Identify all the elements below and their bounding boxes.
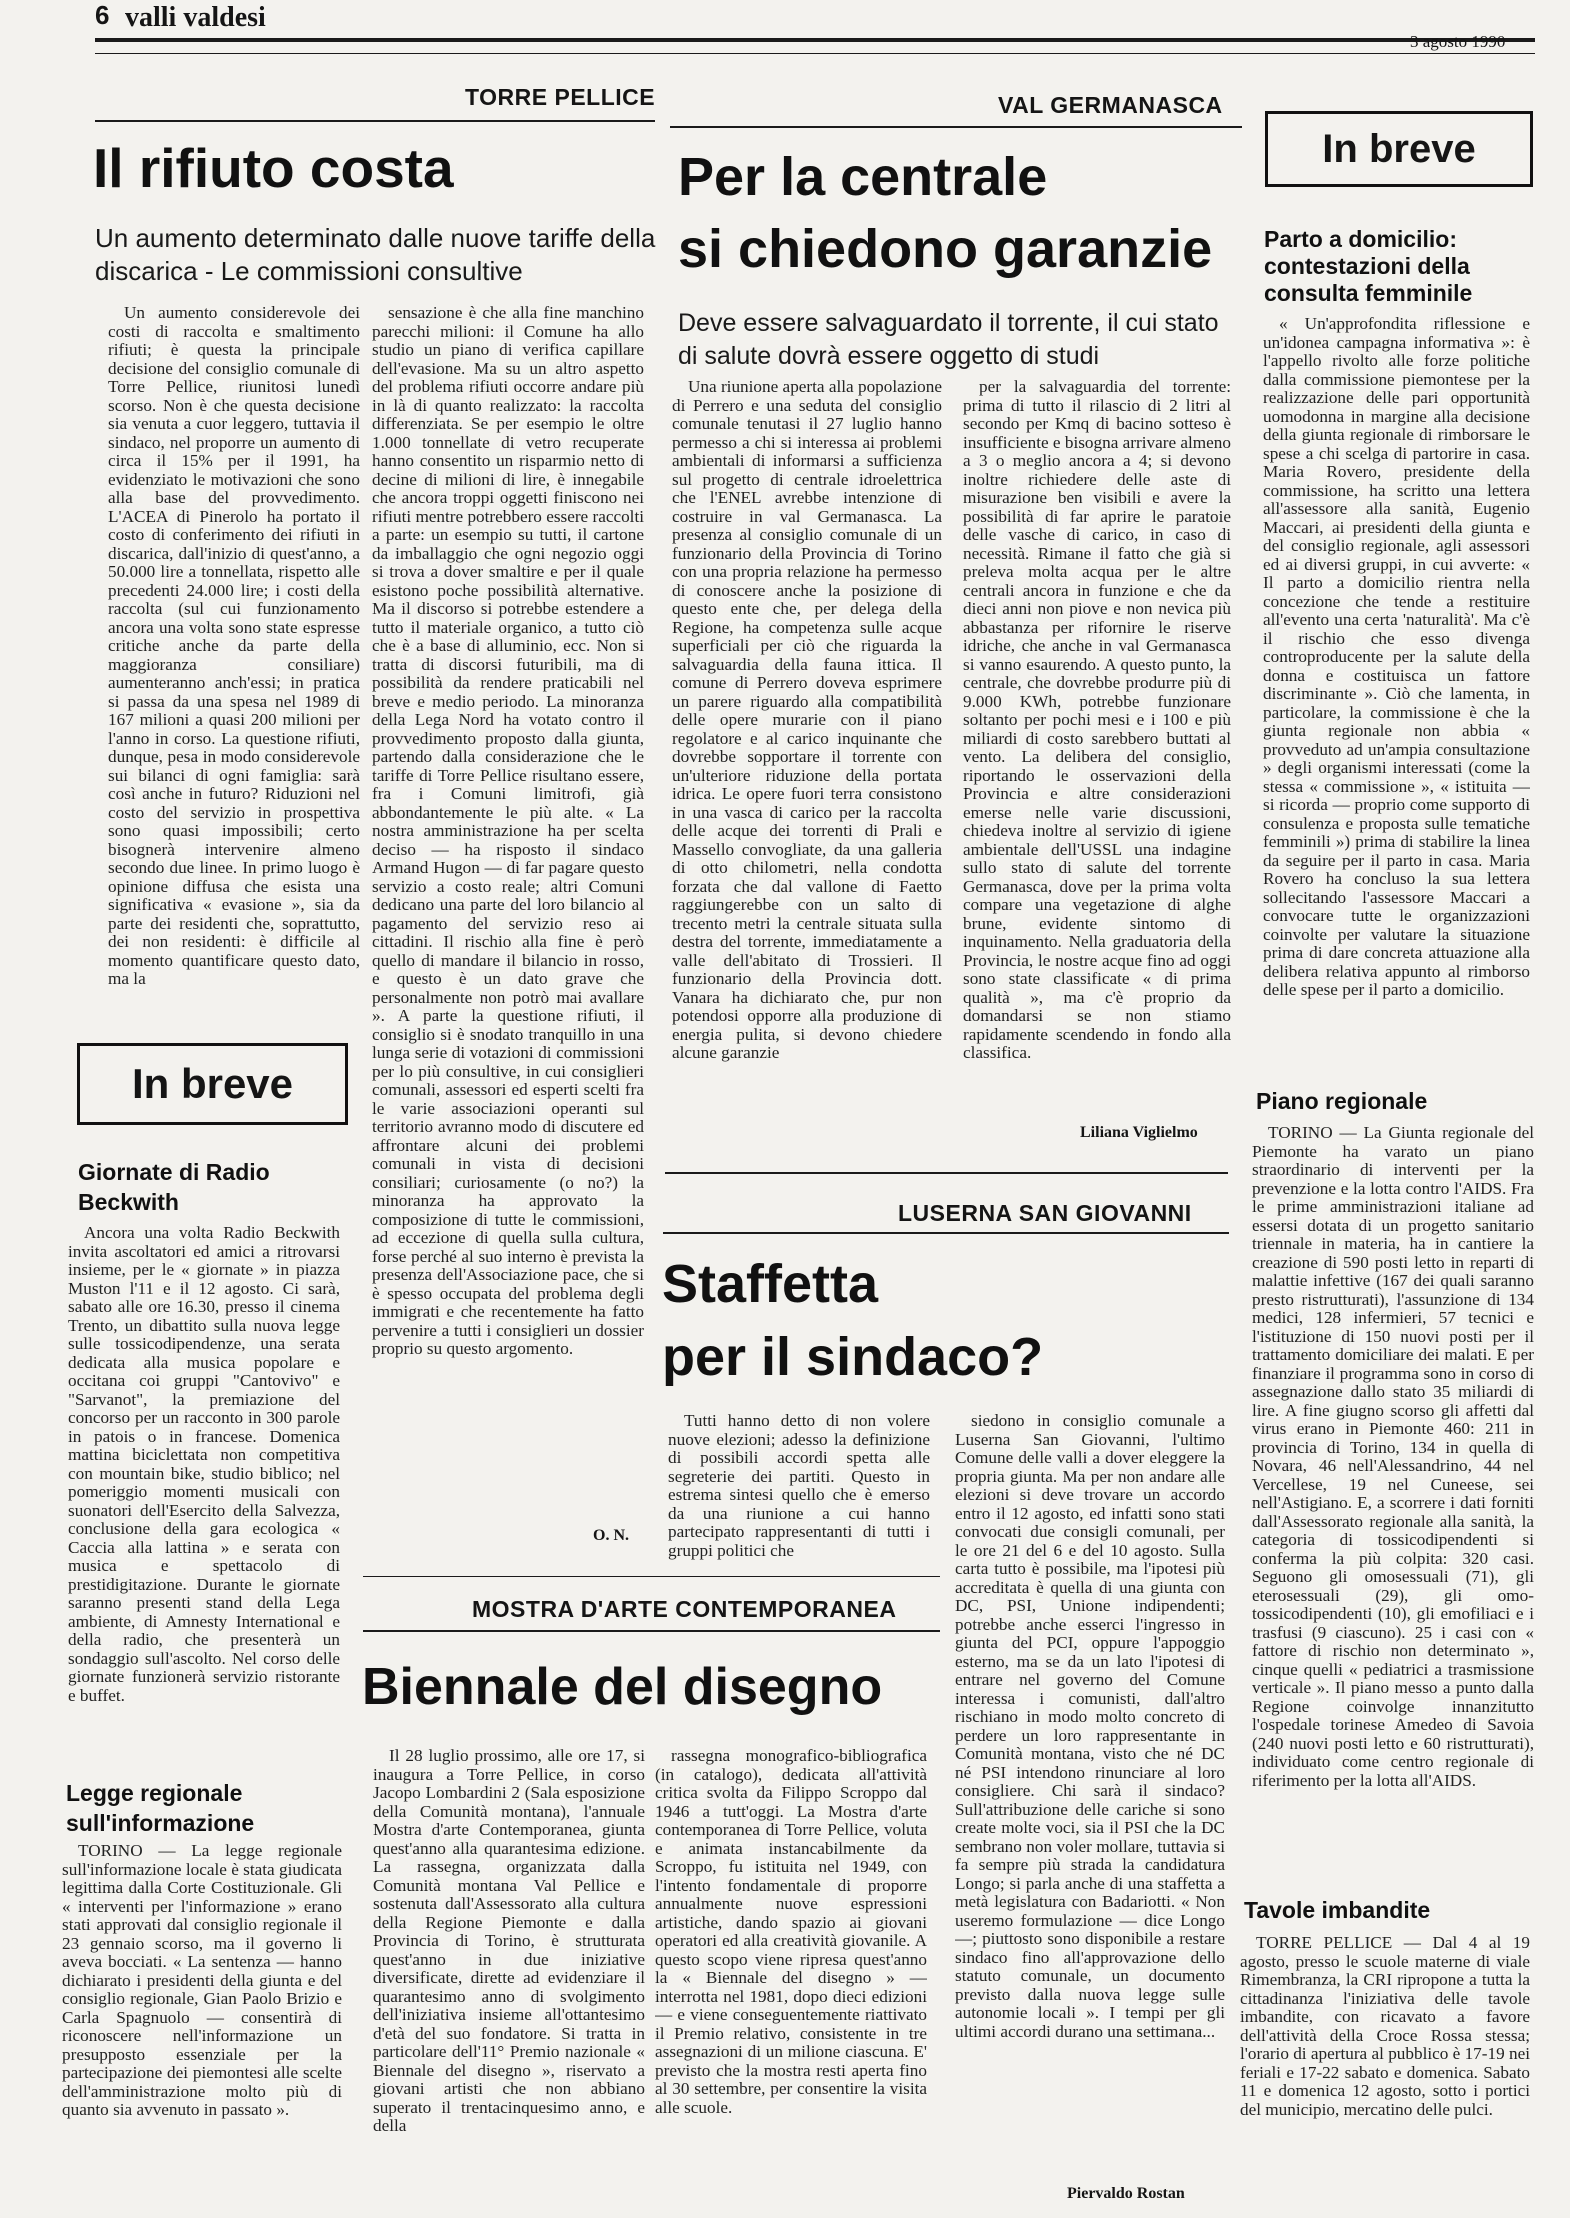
section-rule: [670, 126, 1242, 128]
header-rule-thin: [95, 53, 1535, 54]
header-rule: [95, 38, 1535, 42]
deck: Deve essere salvaguardato il torrente, il cui stato di salute dovrà essere oggetto di studi: [678, 309, 1219, 370]
section-rule: [95, 120, 655, 122]
headline-line-2: si chiedono garanzie: [678, 219, 1213, 279]
section-label: TORRE PELLICE: [465, 84, 656, 110]
section-label: LUSERNA SAN GIOVANNI: [898, 1200, 1192, 1226]
deck: Un aumento determinato dalle nuove tariffe della discarica - Le commissioni consultive: [95, 223, 656, 286]
article-text-col-2: siedono in consiglio comunale a Luserna San Giovanni, l'ultimo Comune delle valli a dover eleggere la propria giunta. Ma per non andare alle elezioni si deve trovare un accordo entro il 12 agosto, ed infatti sono stati convocati due consigli comunali, per le ore 21 del 6 e del 10 agosto. Sulla carta tutto è possibile, ma l'ipotesi più accreditata è quella di una giunta con DC, PSI, Unione indipendenti; potrebbe anche esserci l'ingresso in giunta del PCI, oppure l'appoggio esterno, ma se da un lato l'ipotesi di entrare nel governo del Comune interessa i comunisti, dall'altro rischiano in modo molto concreto di perdere un loro rappresentante in Comunità montana, visto che né DC né PSI intendono rinunciare al loro consigliere. Chi sarà il sindaco? Sull'attribuzione delle cariche si sono create molte voci, sia il PSI che la DC sembrano non voler mollare, tuttavia si fa sempre più strada la candidatura Longo; si parla anche di una staffetta a metà legislatura con Badariotti. « Non useremo formulazione — dice Longo —; piuttosto sono disponibile a restare sindaco fino all'approvazione dello statuto comunale, un documento previsto dalla nuova legge sulle autonomie locali ». I tempi per gli ultimi accordi durano una settimana...: [955, 1412, 1225, 2041]
signature: O. N.: [593, 1527, 629, 1544]
brief-box-title: In breve: [77, 1043, 348, 1125]
brief-item-text: TORINO — La legge regionale sull'informazione locale è stata giudicata legittima dalla Corte Costituzionale. Gli « interventi per l'informazione » erano stati approvati dal consiglio regionale il 23 gennaio scorso, ma il governo li aveva bocciati. « La sentenza — hanno dichiarato i presidenti della giunta e del consiglio regionale, Gian Paolo Brizio e Carla Spagnuolo — consentirà di riconoscere nell'informazione un presupposto essenziale per la partecipazione dei piemontesi alle scelte dell'amministrazione molto più di quanto sia avvenuto in passato ».: [62, 1842, 342, 2119]
brief-item-text: Ancora una volta Radio Beckwith invita ascoltatori ed amici a ritrovarsi insieme, per le « giornate » in piazza Muston l'11 e il 12 agosto. Ci sarà, sabato alle ore 16.30, presso il cinema Trento, un dibattito sulla nuova legge sulle tossicodipendenze, una serata dedicata alla musica popolare e occitana coi gruppi "Cantovivo" e "Sarvanot", la premiazione del concorso per un racconto in 300 parole in patois o in francese. Domenica mattina biciclettata non competitiva con mountain bike, studio biblico; nel pomeriggio momenti musicali con suonatori dell'Esercito della Salvezza, conclusione della gara ecologica « Caccia alla lattina » e serata con musica e spettacolo di prestidigitazione. Durante le giornate saranno presenti stand della Lega ambiente, di Amnesty International e della radio, che presenterà un sondaggio sull'ascolto. Nel corso delle giornate funzionerà servizio ristorante e buffet.: [68, 1224, 340, 1705]
brief-item-title: Giornate di Radio Beckwith: [78, 1159, 270, 1215]
article-text-col-2: sensazione è che alla fine manchino parecchi milioni: il Comune ha allo studio un piano di verifica capillare dell'evasione. Ma su un altro aspetto del problema rifiuti occorre andare più in là di quanto realizzato: la raccolta differenziata. Se per esempio le oltre 1.000 tonnellate di vetro recuperate hanno consentito un risparmio netto di decine di milioni di lire, è innegabile che ancora troppi oggetti finiscono nei rifiuti mentre potrebbero essere raccolti a parte: un esempio su tutti, il cartone da imballaggio che ogni negozio oggi si trova a dover smaltire e per il quale esistono poche possibilità alternative. Ma il discorso si potrebbe estendere a tutto il materiale organico, a tutto ciò che è a base di alluminio, ecc. Non si tratta di discorsi futuribili, ma di possibilità da rendere praticabili nel breve e medio periodo. La minoranza della Lega Nord ha votato contro il provvedimento proposto dalla giunta, partendo dalla considerazione che le tariffe di Torre Pellice risultano essere, fra i Comuni limitrofi, già abbondantemente le più alte. « La nostra amministrazione ha per scelta deciso — ha risposto il sindaco Armand Hugon — di far pagare questo servizio a costo reale; altri Comuni dedicano una parte del loro bilancio al pagamento del servizio reso ai cittadini. Il rischio alla fine è però quello di mandare il bilancio in rosso, e questo è un dato grave che personalmente non potrò mai avallare ». A parte la questione rifiuti, il consiglio si è snodato tranquillo in una lunga serie di votazioni di commissioni per lo più consultive, in cui consiglieri comunali, assessori ed esperti scelti fra le varie associazioni operanti sul territorio avranno modo di discutere ed affrontare alcuni dei problemi comunali in vista di decisioni consiliari; curiosamente (o no?) la minoranza ha approvato la composizione di tutte le commissioni, ad eccezione di quella sulla cultura, forse perché al suo interno è prevista la presenza dell'Associazione pace, che si è spesso occupata del problema degli immigrati e che recentemente ha fatto pervenire a tutti i consiglieri un dossier proprio su questo argomento.: [372, 304, 644, 1358]
article-text-col-2: per la salvaguardia del torrente: prima di tutto il rilascio di 2 litri al secondo per Kmq di bacino sotteso è insufficiente e bisogna arrivare almeno a 3 o meglio ancora a 4; si devono inoltre richiedere delle aste di misurazione ben visibili e avere la possibilità di far aprire le paratoie delle vasche di carico, in caso di necessità. Rimane il fatto che già si preleva molta acqua per le altre centrali ancora in funzione e che da dieci anni non piove e non nevica più abbastanza per rifornire le riserve idriche, che anche in val Germanasca si vanno esaurendo. A questo punto, la centrale, che dovrebbe produrre più di 9.000 KWh, potrebbe funzionare soltanto per pochi mesi e i 100 e più miliardi di costo sarebbero buttati al vento. La delibera del consiglio, riportando le osservazioni della Provincia e altre considerazioni emerse nelle varie discussioni, chiedeva inoltre al servizio di igiene ambientale dell'USSL una indagine sullo stato di salute del torrente Germanasca, dove per la prima volta compare una vegetazione di alghe brune, evidente sintomo di inquinamento. Nella graduatoria della Provincia, le nostre acque fino ad oggi sono state classificate « di prima qualità », ma c'è proprio da domandarsi se non stiamo rapidamente scendendo in fondo alla classifica.: [963, 378, 1231, 1062]
headline-line-1: Staffetta: [662, 1254, 879, 1314]
page-number: 6: [95, 0, 110, 30]
brief-item-text: TORINO — La Giunta regionale del Piemonte ha varato un piano straordinario di interventi per la prevenzione e la lotta contro l'AIDS. Fra le prime amministrazioni italiane ad essersi dotata di un progetto sanitario triennale in materia, ha in cantiere la creazione di 590 posti letto in reparti di malattie infettive (167 dei quali saranno presto ristrutturati), l'assunzione di 134 medici, 128 infermieri, 57 tecnici e l'istituzione di 150 nuovi posti per il trattamento domiciliare dei malati. E per finanziare il programma sono in corso di assegnazione dallo stato 35 miliardi di lire. A fine giugno scorso gli affetti dal virus erano in Piemonte 460: 211 in provincia di Torino, 134 in quella di Novara, 46 nell'Alessandrino, 44 nel Vercellese, 19 nel Cuneese, sei nell'Astigiano. E, a scorrere i dati forniti dall'Assessorato regionale alla sanità, la categoria di tossicodipendenti si conferma la più colpita: 320 casi. Seguono gli omosessuali (71), gli eterosessuali (29), gli omo-tossicodipendenti (10), gli emofiliaci e i trasfusi (9 ciascuno). 25 i casi con « fattore di rischio non determinato », cinque quelli « pediatrici a trasmissione verticale ». Il piano messo a punto dalla Regione coinvolge innanzitutto l'ospedale torinese Amedeo di Savoia (240 nuovi posti letto e 60 ristrutturati), individuato come centro regionale di riferimento per la lotta all'AIDS.: [1252, 1124, 1534, 1790]
article-text-col-1: Tutti hanno detto di non volere nuove elezioni; adesso la definizione di possibili accordi spetta alle segreterie dei partiti. Questo in estrema sintesi quello che è emerso da una riunione a cui hanno partecipato rappresentanti di tutti i gruppi politici che: [668, 1412, 930, 1560]
section-rule-top: [363, 1576, 940, 1577]
issue-date: 3 agosto 1990: [1410, 32, 1506, 51]
brief-item-title: Legge regionale sull'informazione: [66, 1780, 255, 1836]
newspaper-name: valli valdesi: [125, 2, 266, 33]
article-text-col-1: Il 28 luglio prossimo, alle ore 17, si inaugura a Torre Pellice, in corso Jacopo Lombardini 2 (Sala esposizione della Comunità montana), l'annuale Mostra d'arte Contemporanea, giunta quest'anno alla quarantesima edizione. La rassegna, organizzata dalla Comunità montana Val Pellice e sostenuta dall'Assessorato alla cultura della Regione Piemonte e dalla Provincia di Torino, è strutturata quest'anno in due iniziative diversificate, dirette ad evidenziare il quarantesimo anno di svolgimento dell'iniziativa insieme all'ottantesimo d'età del suo fondatore. Si tratta in particolare dell'11° Premio nazionale « Biennale del disegno », riservato a giovani artisti che non abbiano superato il trentacinquesimo anno, e della: [373, 1747, 645, 2135]
brief-item-text: « Un'approfondita riflessione e un'idonea campagna informativa »: è l'appello rivolto alle forze politiche dalla commissione piemontese per la realizzazione delle pari opportunità uomodonna in margine alla decisione della giunta regionale di rimborsare le spese a chi scelga di partorire in casa. Maria Rovero, presidente della commissione, ha scritto una lettera all'assessore alla sanità, Eugenio Maccari, ai presidenti della giunta e del consiglio regionale, agli assessori ed ai diversi gruppi, in cui avverte: « Il parto a domicilio rientra nella concezione che tende a restituire all'evento una certa 'naturalità'. Ma c'è il rischio che esso divenga controproducente per la salute della donna e costituisca un fattore discriminante ». Ciò che lamenta, in particolare, la commissione è che la giunta regionale non abbia « provveduto ad un'ampia consultazione » degli organismi interessati (come la stessa « commissione », « istituita — si ricorda — proprio come supporto di consulenza e proposta sulle tematiche femminili ») prima di stabilire la linea da seguire per il parto in casa. Maria Rovero ha concluso la sua lettera sollecitando l'assessore Maccari a convocare tutte le organizzazioni coinvolte per valutare la situazione prima di dare concreta attuazione alla delibera relativa appunto al rimborso delle spese per il parto a domicilio.: [1263, 315, 1530, 999]
brief-item-title: Tavole imbandite: [1244, 1897, 1431, 1923]
signature: Piervaldo Rostan: [1067, 2185, 1185, 2202]
article-text-col-1: Una riunione aperta alla popolazione di Perrero e una seduta del consiglio comunale tenutasi il 27 luglio hanno permesso a chi si interessa ai problemi ambientali di informarsi a sufficienza sul progetto di centrale idroelettrica che l'ENEL avrebbe intenzione di costruire in val Germanasca. La presenza al consiglio comunale di un funzionario della Provincia di Torino con una propria relazione ha permesso di conoscere anche la posizione di questo ente che, per delega della Regione, ha competenza sulle acque superficiali per ciò che riguarda la salvaguardia della fauna ittica. Il comune di Perrero doveva esprimere un parere riguardo alla compatibilità delle opere murarie con il piano regolatore e al carico inquinante che dovrebbe sopportare il torrente con un'ulteriore riduzione della portata idrica. Le opere fuori terra consistono in una vasca di carico per la raccolta delle acque dei torrenti di Prali e Massello convogliate, da una galleria di otto chilometri, nella condotta forzata che dal vallone di Faetto raggiungerebbe con un salto di trecento metri la centrale situata sulla destra del torrente, immediatamente a valle dell'abitato di Trossieri. Il funzionario della Provincia dott. Vanara ha dichiarato che, pur non potendosi opporre alla produzione di energia pulita, si devono chiedere alcune garanzie: [672, 378, 942, 1062]
brief-item-text: TORRE PELLICE — Dal 4 al 19 agosto, presso le scuole materne di viale Rimembranza, la CRI ripropone a tutta la cittadinanza l'iniziativa delle tavole imbandite, con ricavato a favore dell'attività della Croce Rossa stessa; l'orario di apertura al pubblico è 17-19 nei feriali e 17-22 sabato e domenica. Sabato 11 e domenica 12 agosto, sotto i portici del municipio, mercatino delle pulci.: [1240, 1934, 1530, 2119]
section-rule: [363, 1630, 940, 1632]
brief-box-title: In breve: [1265, 111, 1533, 187]
article-text-col-2: rassegna monografico-bibliografica (in catalogo), dedicata all'attività critica svolta da Filippo Scroppo dal 1946 a tutt'oggi. La Mostra d'arte contemporanea di Torre Pellice, voluta e animata instancabilmente da Scroppo, fu istituita nel 1949, con l'intento fondamentale di proporre annualmente nuove espressioni artistiche, dando spazio ai giovani operatori ed alla creatività giovanile. A questo scopo viene ripresa quest'anno la « Biennale del disegno » — interrotta nel 1981, dopo dieci edizioni — e viene conseguentemente riattivato il Premio relativo, consistente in tre assegnazioni di un milione ciascuna. E' previsto che la mostra resti aperta fino al 30 settembre, per consentire la visita alle scuole.: [655, 1747, 927, 2117]
brief-item-title: Parto a domicilio: contestazioni della consulta femminile: [1264, 226, 1473, 306]
headline-line-1: Per la centrale: [678, 147, 1048, 207]
section-rule: [663, 1232, 1229, 1234]
signature: Liliana Viglielmo: [1080, 1124, 1198, 1141]
headline: Biennale del disegno: [362, 1658, 883, 1716]
headline-line-2: per il sindaco?: [662, 1327, 1044, 1387]
section-label: MOSTRA D'ARTE CONTEMPORANEA: [472, 1596, 897, 1622]
article-divider: [665, 1172, 1228, 1174]
headline: Il rifiuto costa: [93, 137, 454, 199]
section-label: VAL GERMANASCA: [998, 92, 1223, 118]
brief-item-title: Piano regionale: [1256, 1088, 1428, 1114]
article-text-col-1: Un aumento considerevole dei costi di raccolta e smaltimento rifiuti; è questa la principale decisione del consiglio comunale di Torre Pellice, riunitosi lunedì scorso. Non è che questa decisione sia venuta a cuor leggero, tuttavia il sindaco, nel proporre un aumento di circa il 15% per il 1991, ha evidenziato le motivazioni che sono alla base del provvedimento. L'ACEA di Pinerolo ha portato il costo di conferimento dei rifiuti in discarica, dall'inizio di quest'anno, a 50.000 lire a tonnellata, rispetto alle precedenti 24.000 lire; i costi della raccolta (sul cui funzionamento ancora una volta sono state espresse critiche anche da parte della maggioranza consiliare) aumenteranno anch'essi; in pratica si passa da una spesa nel 1989 di 167 milioni a quasi 200 milioni per l'anno in corso. La questione rifiuti, dunque, pesa in modo considerevole sui bilanci di ogni famiglia: sarà così anche in futuro? Riduzioni nel costo del servizio in prospettiva sono quasi impossibili; certo bisognerà intervenire almeno secondo due linee. In primo luogo è opinione diffusa che esista una significativa « evasione », sia da parte dei residenti che, soprattutto, dei non residenti: è difficile al momento quantificare questo dato, ma la: [108, 304, 360, 988]
